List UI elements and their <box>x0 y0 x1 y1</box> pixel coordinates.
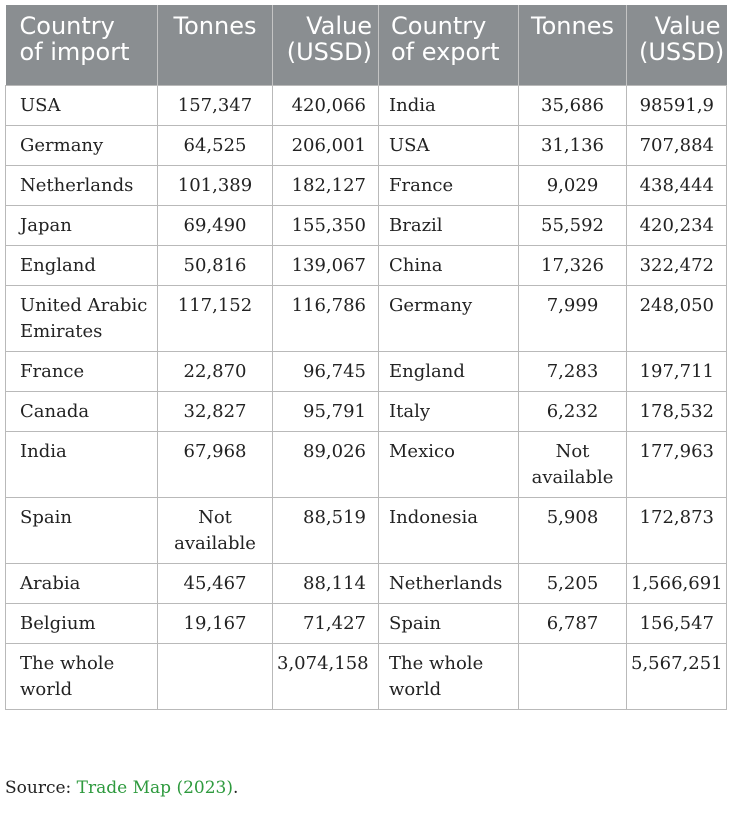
cell-import-value: 155,350 <box>273 206 379 246</box>
table-row <box>6 392 727 432</box>
table-row-total <box>6 644 727 710</box>
header-line: of import <box>19 38 130 66</box>
header-value-export <box>627 5 727 86</box>
header-row <box>6 5 727 86</box>
cell-import-value: 88,519 <box>273 498 379 564</box>
cell-export-tonnes: 7,283 <box>519 352 627 392</box>
cell-import-country: Canada <box>6 392 158 432</box>
table-row <box>6 166 727 206</box>
table-row <box>6 286 727 352</box>
cell-export-country: Brazil <box>379 206 519 246</box>
cell-export-tonnes: 5,908 <box>519 498 627 564</box>
table-row <box>6 604 727 644</box>
cell-export-tonnes: 6,232 <box>519 392 627 432</box>
cell-export-tonnes: Not available <box>519 432 627 498</box>
cell-import-country: India <box>6 432 158 498</box>
cell-export-country: France <box>379 166 519 206</box>
cell-export-tonnes: 35,686 <box>519 86 627 126</box>
header-line: Country <box>391 12 487 40</box>
header-line: Value <box>654 12 721 40</box>
cell-import-value: 96,745 <box>273 352 379 392</box>
table-row <box>6 86 727 126</box>
cell-import-country: Germany <box>6 126 158 166</box>
cell-export-country: Germany <box>379 286 519 352</box>
cell-export-tonnes: 55,592 <box>519 206 627 246</box>
cell-export-value: 707,884 <box>627 126 727 166</box>
table-row <box>6 564 727 604</box>
cell-import-value: 206,001 <box>273 126 379 166</box>
cell-export-country: Indonesia <box>379 498 519 564</box>
cell-export-country: Netherlands <box>379 564 519 604</box>
source-link[interactable]: Trade Map (2023) <box>76 778 233 798</box>
cell-export-tonnes: 31,136 <box>519 126 627 166</box>
header-line: Value <box>306 12 372 40</box>
cell-import-tonnes: 117,152 <box>158 286 273 352</box>
cell-import-tonnes: 157,347 <box>158 86 273 126</box>
cell-export-tonnes: 17,326 <box>519 246 627 286</box>
cell-export-value: 1,566,691 <box>627 564 727 604</box>
cell-import-tonnes: 45,467 <box>158 564 273 604</box>
cell-import-value: 420,066 <box>273 86 379 126</box>
header-line: of export <box>391 38 500 66</box>
header-line: Tonnes <box>531 12 614 40</box>
trade-table <box>5 5 727 710</box>
cell-export-country: India <box>379 86 519 126</box>
cell-export-value: 98591,9 <box>627 86 727 126</box>
cell-export-value: 177,963 <box>627 432 727 498</box>
cell-import-tonnes <box>158 644 273 710</box>
cell-import-tonnes: 50,816 <box>158 246 273 286</box>
cell-import-value: 182,127 <box>273 166 379 206</box>
header-line: Country <box>19 12 115 40</box>
header-tonnes-export <box>519 5 627 86</box>
cell-export-country: The whole world <box>379 644 519 710</box>
cell-export-value: 156,547 <box>627 604 727 644</box>
cell-import-country: Belgium <box>6 604 158 644</box>
header-country-of-import <box>6 5 158 86</box>
cell-export-value: 248,050 <box>627 286 727 352</box>
cell-import-tonnes: 101,389 <box>158 166 273 206</box>
cell-import-country: The whole world <box>6 644 158 710</box>
cell-import-country: Japan <box>6 206 158 246</box>
cell-export-value: 5,567,251 <box>627 644 727 710</box>
cell-import-country: Spain <box>6 498 158 564</box>
cell-import-value: 116,786 <box>273 286 379 352</box>
cell-export-country: China <box>379 246 519 286</box>
cell-export-value: 322,472 <box>627 246 727 286</box>
cell-export-country: England <box>379 352 519 392</box>
cell-import-value: 139,067 <box>273 246 379 286</box>
cell-import-tonnes: 22,870 <box>158 352 273 392</box>
cell-import-country: USA <box>6 86 158 126</box>
cell-import-country: France <box>6 352 158 392</box>
cell-export-country: USA <box>379 126 519 166</box>
cell-import-value: 89,026 <box>273 432 379 498</box>
cell-export-tonnes: 5,205 <box>519 564 627 604</box>
cell-export-value: 172,873 <box>627 498 727 564</box>
cell-export-tonnes: 7,999 <box>519 286 627 352</box>
cell-import-tonnes: 67,968 <box>158 432 273 498</box>
table-row <box>6 246 727 286</box>
header-value-import <box>273 5 379 86</box>
cell-import-value: 71,427 <box>273 604 379 644</box>
cell-export-tonnes: 9,029 <box>519 166 627 206</box>
cell-import-tonnes: 64,525 <box>158 126 273 166</box>
cell-import-country: United Arabic Emirates <box>6 286 158 352</box>
table-source-note <box>5 775 238 801</box>
cell-import-value: 88,114 <box>273 564 379 604</box>
cell-import-country: Netherlands <box>6 166 158 206</box>
cell-export-value: 420,234 <box>627 206 727 246</box>
cell-import-tonnes: 19,167 <box>158 604 273 644</box>
header-tonnes-import <box>158 5 273 86</box>
header-line: (USSD) <box>639 38 725 66</box>
header-line: (USSD) <box>286 38 372 66</box>
cell-import-country: England <box>6 246 158 286</box>
cell-import-value: 3,074,158 <box>273 644 379 710</box>
source-prefix: Source: <box>5 778 72 798</box>
cell-import-country: Arabia <box>6 564 158 604</box>
cell-export-value: 197,711 <box>627 352 727 392</box>
header-country-of-export <box>379 5 519 86</box>
cell-export-country: Spain <box>379 604 519 644</box>
cell-export-value: 178,532 <box>627 392 727 432</box>
source-suffix: . <box>232 778 239 798</box>
cell-export-tonnes <box>519 644 627 710</box>
cell-export-country: Mexico <box>379 432 519 498</box>
table-container <box>5 5 726 710</box>
cell-import-tonnes: 32,827 <box>158 392 273 432</box>
table-row <box>6 206 727 246</box>
table-row <box>6 352 727 392</box>
table-row <box>6 126 727 166</box>
cell-import-tonnes: Not available <box>158 498 273 564</box>
cell-export-country: Italy <box>379 392 519 432</box>
cell-export-tonnes: 6,787 <box>519 604 627 644</box>
table-row <box>6 432 727 498</box>
cell-import-value: 95,791 <box>273 392 379 432</box>
cell-export-value: 438,444 <box>627 166 727 206</box>
header-line: Tonnes <box>173 12 257 40</box>
cell-import-tonnes: 69,490 <box>158 206 273 246</box>
table-row <box>6 498 727 564</box>
